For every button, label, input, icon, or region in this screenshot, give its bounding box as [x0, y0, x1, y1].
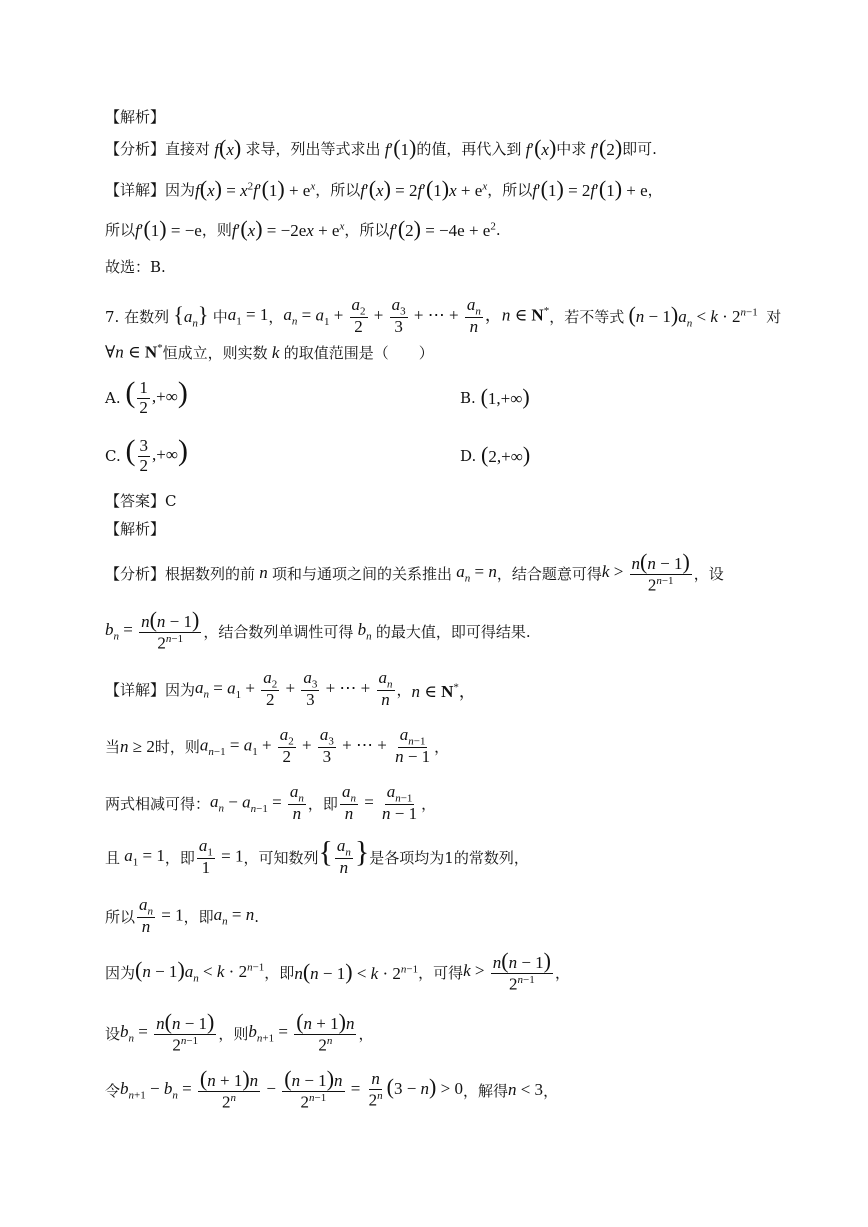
- option-b: [460, 386, 530, 409]
- heading-text: 【解析】: [105, 108, 166, 126]
- analysis-text: ，结合数列单调性可得: [203, 622, 354, 641]
- detail-text: ，所以: [487, 181, 533, 199]
- detail-text: 令: [105, 1081, 121, 1100]
- stem-text: ，若不等式: [549, 308, 625, 327]
- math-seq-ratio: { $\frac{a_n}{n}$ }: [318, 835, 370, 878]
- analysis-text: ，设: [693, 564, 724, 583]
- detail-text: 是各项均为1的常数列，: [369, 849, 529, 868]
- detail-text: ，所以: [344, 221, 390, 239]
- detail-text: ，即: [183, 908, 214, 927]
- math-an-n: $a_n = n$: [213, 905, 255, 928]
- math-fprime1-eq: f′(1) = 2f′(1) + e: [532, 176, 648, 201]
- math-ineq-1: $(n - 1)a_n < k \cdot 2^{n-1}$: [135, 957, 265, 985]
- q7-stem-line2: [105, 342, 434, 363]
- analysis-text: 的值，再代入到: [416, 140, 522, 158]
- option-label: C.: [105, 446, 121, 465]
- math-f-def: $f(x) = x^2f'(1) + e^x$: [195, 176, 316, 201]
- detail-tag: 【详解】: [105, 681, 166, 700]
- analysis-text: 项和与通项之间的关系推出: [272, 564, 453, 583]
- math-a1-over-1: $\frac{a_1}{1}$ = 1: [198, 836, 244, 878]
- detail-text: 时，则: [154, 738, 200, 757]
- option-b-math: (1,+∞): [480, 384, 530, 409]
- math-k-bound: k > $\frac{n(n - 1)}{2^{n-1}}$: [601, 549, 690, 595]
- analysis-text: 求导，列出等式求出: [245, 140, 381, 158]
- q7-detail-line6: [105, 950, 570, 994]
- question-number: 7.: [105, 307, 120, 326]
- detail-text: 设: [105, 1024, 121, 1043]
- math-fx: f(x): [214, 135, 242, 160]
- analysis-text: 中求: [556, 140, 587, 158]
- math-forall: ∀n ∈ N*: [105, 342, 163, 362]
- math-an-1-sum: $a_{n-1} = a_1$ + $\frac{a_2}{2}$ + $\frac{a_3}{3}$ + ⋯ + $\frac{a_{n-1}}{n - 1}$: [199, 725, 431, 767]
- stem-text: 对: [766, 308, 782, 327]
- math-fprime2-value: $f'(2) = -4e + e^2$: [389, 216, 496, 241]
- detail-text: 当: [105, 738, 121, 757]
- analysis-text: 根据数列的前: [165, 564, 256, 583]
- math-n-lt-3: n < 3: [507, 1080, 544, 1100]
- math-fprime1-value: f′(1) = −e: [135, 216, 202, 241]
- detail-text: ，: [421, 795, 437, 814]
- math-fprime2: f′(2): [590, 135, 623, 160]
- answer-text: 故选：B.: [105, 258, 166, 276]
- q6-jiexi-heading: [105, 106, 165, 127]
- math-bn: $b_n$: [357, 619, 372, 643]
- q7-answer: [105, 490, 176, 511]
- q6-answer-line: [105, 256, 166, 277]
- q6-detail-line1: 【详解】 因为 $f(x) = x^2f'(1) + e^x$ ，所以 $f'(x) = 2f'(1)x + e^x$ ，所以 f′(1) = 2f′(1) + e ，: [105, 176, 663, 201]
- detail-text: ，则: [218, 1024, 249, 1043]
- detail-text: ，: [358, 1024, 374, 1043]
- detail-text: 因为: [105, 963, 136, 982]
- math-n-ge-2: n ≥ 2: [120, 736, 155, 756]
- q7-detail-line5: [105, 896, 259, 937]
- detail-tag: 【详解】: [105, 181, 166, 199]
- math-ineq-2: $n(n - 1) < k \cdot 2^{n-1}$: [294, 958, 419, 984]
- detail-text: 所以: [105, 221, 136, 239]
- analysis-tag: 【分析】: [105, 140, 166, 158]
- option-c: [105, 436, 188, 475]
- math-fprimex: f′(x): [525, 135, 557, 160]
- math-an-eq-n: $a_n = n$: [456, 561, 497, 585]
- detail-text: 因为: [165, 681, 196, 700]
- math-fprime1: f′(1): [384, 135, 417, 160]
- math-seq-an: $\{a_n\}$: [173, 301, 209, 330]
- stem-text: 中: [212, 308, 228, 327]
- q7-detail-line7: [105, 1011, 373, 1055]
- q7-analysis-line2: [105, 609, 531, 653]
- heading-text: 【解析】: [105, 520, 166, 538]
- detail-text: ，即: [164, 849, 195, 868]
- option-a: [105, 378, 188, 417]
- stem-text: 的取值范围是（ ）: [283, 344, 434, 362]
- math-bn1-def: $b_{n+1}$ = $\frac{(n + 1)n}{2^n}$: [248, 1009, 355, 1055]
- detail-text: ，: [434, 738, 450, 757]
- math-bn-def: $b_n$ = $\frac{n(n - 1)}{2^{n-1}}$: [105, 607, 200, 653]
- q7-analysis-line1: [105, 551, 724, 595]
- q7-jiexi-heading: [105, 518, 165, 539]
- math-a1-eq: $a_1 = 1$: [124, 846, 165, 869]
- q7-detail-line8: [105, 1068, 558, 1112]
- answer-text: 【答案】C: [105, 492, 177, 510]
- q7-detail-line2: [105, 726, 449, 767]
- option-label: B.: [460, 388, 476, 407]
- q6-analysis-line: [105, 137, 657, 160]
- q7-stem-line1: [105, 296, 781, 337]
- math-ratio-1: $\frac{a_n}{n}$ = 1: [139, 895, 184, 937]
- analysis-text: 即可.: [622, 140, 657, 158]
- option-label: D.: [460, 446, 477, 465]
- detail-text: 所以: [105, 908, 136, 927]
- math-inequality: $(n - 1)a_n < k \cdot 2^{n-1}$: [628, 301, 758, 330]
- math-n: n: [255, 563, 273, 583]
- q6-detail-line2: [105, 218, 501, 241]
- math-fprime-def: $f'(x) = 2f'(1)x + e^x$: [360, 176, 488, 201]
- math-an-sum-2: $a_n = a_1$ + $\frac{a_2}{2}$ + $\frac{a_3}{3}$ + ⋯ + $\frac{a_n}{n}$: [195, 668, 393, 710]
- math-bn-def-2: $b_n$ = $\frac{n(n - 1)}{2^{n-1}}$: [120, 1009, 215, 1055]
- q7-detail-line1: [105, 669, 476, 710]
- detail-text: ，则: [201, 221, 232, 239]
- analysis-text: 的最大值，即可得结果.: [375, 622, 531, 641]
- detail-text: ，可得: [418, 963, 464, 982]
- detail-text: ，可知数列: [243, 849, 319, 868]
- detail-text: ，: [396, 681, 412, 700]
- q7-detail-line4: [105, 837, 529, 878]
- analysis-tag: 【分析】: [105, 564, 166, 583]
- detail-text: .: [495, 220, 501, 239]
- option-label: A.: [105, 388, 121, 407]
- stem-text: 在数列: [124, 308, 170, 327]
- detail-text: ，: [555, 963, 571, 982]
- math-k: k: [267, 342, 284, 362]
- detail-text: ，即: [264, 963, 295, 982]
- option-c-math: ( $\frac{3}{2}$ ,+∞): [125, 434, 188, 475]
- math-fprimex-value: $f'(x) = -2ex + e^x$: [231, 216, 345, 241]
- stem-text: 恒成立，则实数: [162, 344, 268, 362]
- detail-text: ，所以: [315, 181, 361, 199]
- analysis-text: ，结合题意可得: [496, 564, 602, 583]
- option-d: [460, 444, 530, 467]
- detail-text: ，解得: [462, 1081, 508, 1100]
- analysis-text: 直接对: [165, 140, 211, 158]
- detail-text: 两式相减可得：: [105, 795, 211, 814]
- detail-text: ，即: [307, 795, 338, 814]
- detail-text: 且: [105, 849, 121, 868]
- detail-text: 因为: [165, 181, 196, 199]
- stem-text: ，: [268, 308, 284, 327]
- option-a-math: ( $\frac{1}{2}$ ,+∞): [125, 376, 188, 417]
- detail-text: .: [254, 907, 259, 926]
- math-ratio-eq: $\frac{a_n}{n}$ = $\frac{a_{n-1}}{n - 1}$: [341, 782, 418, 824]
- q7-detail-line3: [105, 783, 436, 824]
- math-an-sum: $a_n = a_1$ + $\frac{a_2}{2}$ + $\frac{a_3}{3}$ + ⋯ + $\frac{a_n}{n}$ ，n ∈ N*: [283, 295, 550, 337]
- math-a1: $a_1 = 1$: [227, 305, 269, 328]
- math-n-in-N: n ∈ N*，: [411, 681, 476, 702]
- math-bn-diff: $b_{n+1} - b_n$ = $\frac{(n + 1)n}{2^n}$ − $\frac{(n - 1)n}{2^{n-1}}$ = $\frac{n}{2^n}$ (3 − n) > 0: [120, 1066, 463, 1112]
- option-d-math: (2,+∞): [481, 442, 531, 467]
- math-difference: $a_n - a_{n-1}$ = $\frac{a_n}{n}$: [210, 782, 304, 824]
- detail-text: ，: [543, 1081, 559, 1100]
- math-k-gt: k > $\frac{n(n - 1)}{2^{n-1}}$: [463, 948, 551, 994]
